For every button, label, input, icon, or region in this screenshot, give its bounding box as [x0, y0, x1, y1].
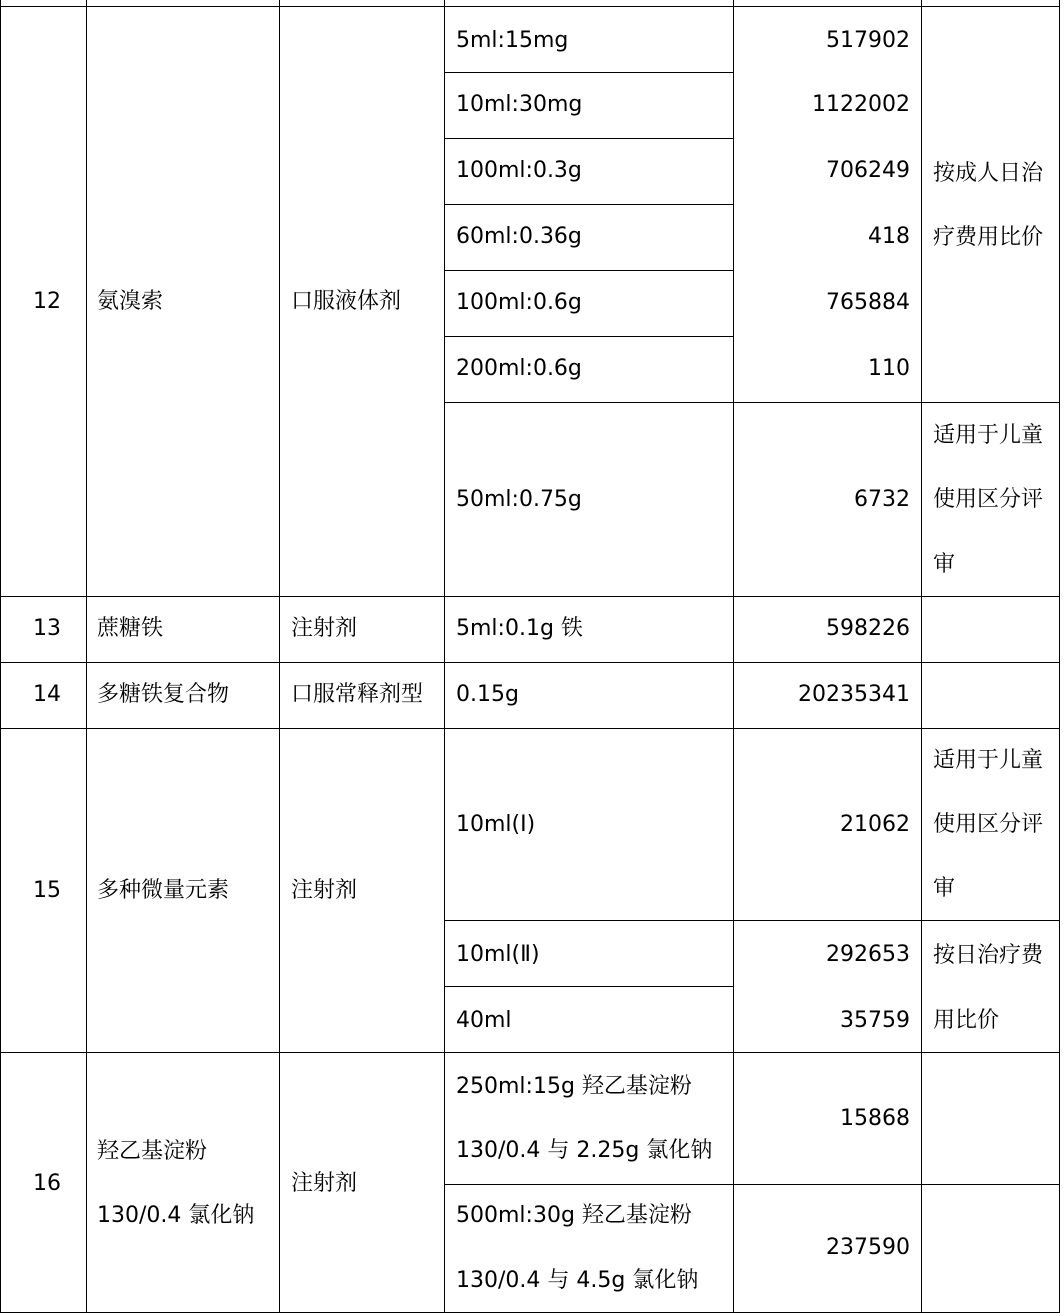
- grid-line: [0, 1312, 1060, 1313]
- dosage-form: 口服常释剂型: [291, 682, 424, 707]
- value: 418: [868, 224, 910, 249]
- drug-name: 氨溴索: [97, 289, 164, 314]
- note: 疗费用比价: [933, 225, 1044, 250]
- grid-line: [444, 204, 733, 205]
- dosage-form: 注射剂: [291, 878, 358, 903]
- dosage-form: 注射剂: [291, 616, 358, 641]
- value: 15868: [840, 1106, 910, 1131]
- spec: 50ml:0.75g: [456, 487, 582, 512]
- row-number: 14: [33, 682, 61, 707]
- note: 按日治疗费: [933, 943, 1044, 968]
- grid-line: [0, 728, 1060, 729]
- spec: 500ml:30g 羟乙基淀粉: [456, 1203, 692, 1228]
- grid-line: [0, 662, 1060, 663]
- value: 292653: [826, 942, 910, 967]
- spec: 10ml(Ⅰ): [456, 812, 536, 837]
- grid-line: [279, 0, 280, 1313]
- drug-name: 多糖铁复合物: [97, 682, 230, 707]
- spec: 250ml:15g 羟乙基淀粉: [456, 1074, 692, 1099]
- spec: 0.15g: [456, 682, 519, 707]
- spec: 5ml:0.1g 铁: [456, 616, 583, 641]
- value: 6732: [854, 487, 910, 512]
- grid-line: [444, 336, 733, 337]
- drug-name: 羟乙基淀粉: [97, 1139, 208, 1164]
- value: 765884: [826, 290, 910, 315]
- value: 110: [868, 356, 910, 381]
- value: 517902: [826, 28, 910, 53]
- spec: 60ml:0.36g: [456, 224, 582, 249]
- grid-line: [444, 0, 445, 1313]
- grid-line: [0, 6, 1060, 7]
- spec: 200ml:0.6g: [456, 356, 582, 381]
- row-number: 15: [33, 878, 61, 903]
- row-number: 12: [33, 289, 61, 314]
- spec: 10ml:30mg: [456, 92, 583, 117]
- spec: 130/0.4 与 2.25g 氯化钠: [456, 1138, 713, 1163]
- grid-line: [86, 0, 87, 1313]
- note: 使用区分评: [933, 812, 1044, 837]
- grid-line: [733, 0, 734, 1313]
- grid-line: [0, 0, 1, 1313]
- value: 237590: [826, 1235, 910, 1260]
- row-number: 13: [33, 616, 61, 641]
- note: 用比价: [933, 1008, 1000, 1033]
- note: 审: [933, 552, 956, 577]
- value: 21062: [840, 812, 910, 837]
- grid-line: [444, 1184, 1060, 1185]
- spec: 40ml: [456, 1008, 512, 1033]
- note: 适用于儿童: [933, 748, 1044, 773]
- grid-line: [444, 986, 733, 987]
- grid-line: [1059, 0, 1060, 1313]
- value: 1122002: [812, 92, 910, 117]
- spec: 10ml(Ⅱ): [456, 942, 540, 967]
- value: 20235341: [798, 682, 910, 707]
- grid-line: [444, 920, 1060, 921]
- note: 审: [933, 876, 956, 901]
- value: 706249: [826, 158, 910, 183]
- grid-line: [444, 270, 733, 271]
- grid-line: [444, 72, 733, 73]
- spec: 100ml:0.3g: [456, 158, 582, 183]
- spec: 100ml:0.6g: [456, 290, 582, 315]
- spec: 5ml:15mg: [456, 28, 569, 53]
- note: 按成人日治: [933, 161, 1044, 186]
- grid-line: [0, 1052, 1060, 1053]
- note: 使用区分评: [933, 487, 1044, 512]
- grid-line: [921, 0, 922, 1313]
- dosage-form: 注射剂: [291, 1171, 358, 1196]
- grid-line: [444, 138, 733, 139]
- row-number: 16: [33, 1171, 61, 1196]
- drug-name: 蔗糖铁: [97, 616, 164, 641]
- dosage-form: 口服液体剂: [291, 289, 402, 314]
- drug-name: 多种微量元素: [97, 878, 230, 903]
- grid-line: [444, 402, 1060, 403]
- value: 598226: [826, 616, 910, 641]
- value: 35759: [840, 1008, 910, 1033]
- drug-name: 130/0.4 氯化钠: [97, 1203, 255, 1228]
- spec: 130/0.4 与 4.5g 氯化钠: [456, 1268, 699, 1293]
- note: 适用于儿童: [933, 423, 1044, 448]
- grid-line: [0, 596, 1060, 597]
